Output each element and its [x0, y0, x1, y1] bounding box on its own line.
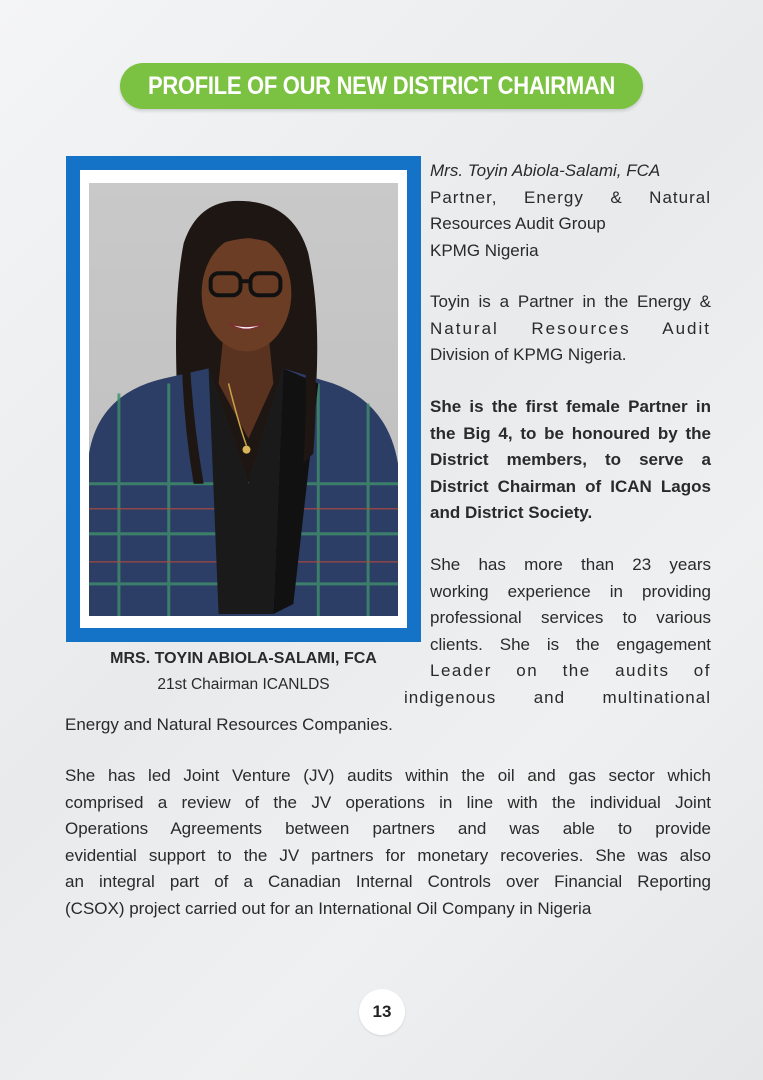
- para4-line4: evidential support to the JV partners for monetary recoveries. She was also: [65, 845, 711, 865]
- para3-line4: clients. She is the engagement: [430, 634, 711, 654]
- para2-line4: District Chairman of ICAN Lagos: [430, 476, 711, 496]
- para3-line5: Leader on the audits of: [430, 661, 711, 680]
- para3-line7: Energy and Natural Resources Companies.: [65, 715, 393, 734]
- para3-line3: professional services to various: [430, 608, 711, 627]
- banner-title: PROFILE OF OUR NEW DISTRICT CHAIRMAN: [147, 71, 616, 100]
- para2-line5: and District Society.: [430, 503, 593, 522]
- intro-block: [430, 158, 711, 264]
- page-number: 13: [359, 989, 405, 1035]
- para4-line3: Operations Agreements between partners and was able to provide: [65, 819, 711, 838]
- intro-company: KPMG Nigeria: [430, 240, 539, 260]
- paragraph-jv-audits: [65, 763, 711, 922]
- para1-line3: Division of KPMG Nigeria.: [430, 345, 627, 364]
- para4-line5: an integral part of a Canadian Internal Controls over Financial Reporting: [65, 872, 711, 891]
- paragraph-first-female: [430, 394, 711, 527]
- portrait-mat: [80, 170, 407, 628]
- paragraph-experience-wide: [404, 685, 711, 712]
- portrait-caption-title: 21st Chairman ICANLDS: [157, 676, 330, 693]
- para4-line2: comprised a review of the JV operations in line with the individual Joint: [65, 792, 711, 812]
- intro-role-line2: Resources Audit Group: [430, 214, 606, 233]
- para2-line1: She is the first female Partner in: [430, 397, 711, 416]
- portrait-photo: [89, 183, 398, 616]
- para1-line1: Toyin is a Partner in the Energy &: [430, 292, 711, 311]
- para4-line6: (CSOX) project carried out for an International Oil Company in Nigeria: [65, 898, 592, 918]
- intro-role-line1: Partner, Energy & Natural: [430, 187, 711, 207]
- para4-line1: She has led Joint Venture (JV) audits within the oil and gas sector which: [65, 766, 711, 785]
- paragraph-experience: [430, 552, 711, 685]
- portrait-caption-name: MRS. TOYIN ABIOLA-SALAMI, FCA: [110, 650, 377, 667]
- portrait-frame: [66, 156, 421, 642]
- intro-name: Mrs. Toyin Abiola-Salami, FCA: [430, 161, 661, 180]
- paragraph-partner: [430, 289, 711, 369]
- para3-line6: indigenous and multinational: [404, 688, 711, 707]
- portrait-illustration: [89, 183, 398, 616]
- para3-line1: She has more than 23 years: [430, 555, 711, 574]
- para2-line2: the Big 4, to be honoured by the: [430, 423, 711, 443]
- para2-line3: District members, to serve a: [430, 450, 711, 469]
- para1-line2: Natural Resources Audit: [430, 318, 711, 338]
- paragraph-experience-end: [65, 712, 711, 739]
- para3-line2: working experience in providing: [430, 581, 711, 601]
- section-banner: [120, 63, 643, 109]
